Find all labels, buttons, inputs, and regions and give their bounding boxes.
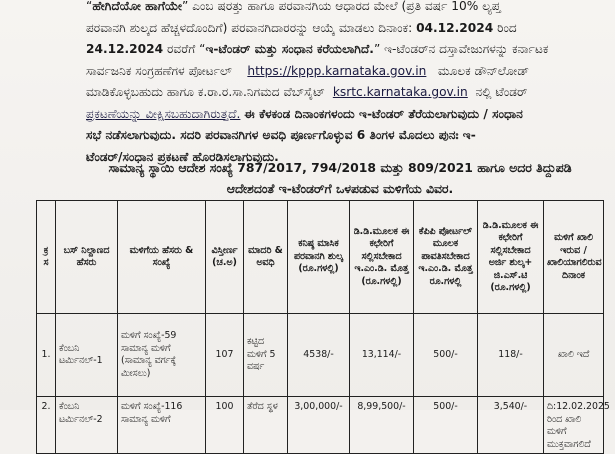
- header-shop: ಮಳಿಗೆಯ ಹೆಸರು & ಸಂಖ್ಯೆ: [118, 201, 206, 314]
- header-emd-kppp: ಕೆಪಿಪಿ ಪೋರ್ಟಲ್ ಮೂಲಕ ಪಾವತಿಸಬೇಕಾದ ಇ.ಎಂ.ಡಿ. ಮೊತ್ತ ರೂ.ಗಳಲ್ಲಿ: [414, 201, 478, 314]
- kppp-portal-link[interactable]: https://kppp.karnataka.gov.in: [247, 63, 427, 78]
- table-heading: [80, 157, 600, 199]
- heading-line-2: ಆದೇಶದಂತೆ ಇ-ಟೆಂಡರ್‌ಗೆ ಒಳಪಡುವ ಮಳಿಗೆಯ ವಿವರ.: [226, 181, 454, 196]
- heading-line-1: ಸಾಮಾನ್ಯ ಸ್ಥಾಯಿ ಆದೇಶ ಸಂಖ್ಯೆ 787/2017, 794/2018 ಮತ್ತು 809/2021 ಹಾಗೂ ಅದರ ತಿದ್ದುಪಡಿ: [108, 160, 572, 175]
- line5-text-a: ಮಾಡಿಕೊಳ್ಳಬಹುದು ಹಾಗೂ ಕ.ರಾ.ರ.ಸಾ.ನಿಗಮದ ವೆಬ್‌ಸೈಟ್: [86, 85, 326, 99]
- line3-text-c: ” ಇ-ಟೆಂಡರ್‌ನ ದಸ್ತಾವೇಜುಗಳನ್ನು ಕರ್ನಾಟಕ: [373, 42, 549, 56]
- cell-type: ಕಟ್ಟಿದ ಮಳಿಗೆ 5 ವರ್ಷ: [244, 314, 288, 397]
- cell-vacancy: ದಿ:12.02.2025 ರಿಂದ ಖಾಲಿ ಮಳಿಗೆ ಮುಕ್ತವಾಗಲಿದೆ: [544, 397, 604, 454]
- cell-type: ತೆರೆದ ಸ್ಥಳ: [244, 397, 288, 454]
- cell-fee: 4538/-: [288, 314, 350, 397]
- line6-text-b: ಈ ಕೆಳಕಂಡ ದಿನಾಂಕಗಳಂದು ಇ-ಟೆಂಡರ್ ತೆರೆಯಲಾಗುವುದು / ಸಂಧಾನ: [244, 106, 523, 121]
- table-row: [37, 397, 604, 454]
- cell-emd-kppp: 500/-: [414, 314, 478, 397]
- header-sl: ಕ್ರ ಸ: [37, 201, 56, 314]
- cell-shop: ಮಳಿಗೆ ಸಂಖ್ಯೆ-59 ಸಾಮಾನ್ಯ ಮಳಿಗೆ (ಸಾಮಾನ್ಯ ವರ್ಗಕ್ಕೆ ಮೀಸಲು): [118, 314, 206, 397]
- cell-emd-dd: 8,99,500/-: [350, 397, 414, 454]
- line2-end: ರಿಂದ: [497, 20, 517, 35]
- cell-app-fee: 3,540/-: [478, 397, 544, 454]
- paragraph-line-4: [86, 61, 591, 83]
- ksrtc-website-link[interactable]: ksrtc.karnataka.gov.in: [332, 85, 468, 99]
- cell-app-fee: 118/-: [478, 314, 544, 397]
- line8-text: ಟೆಂಡರ್/ಸಂಧಾನ ಪ್ರಕಟಣೆ ಹೊರಡಿಸಲಾಗುವುದು.: [86, 149, 279, 164]
- header-app-fee: ಡಿ.ಡಿ.ಮೂಲಕ ಈ ಕಛೇರಿಗೆ ಸಲ್ಲಿಸಬೇಕಾದ ಅರ್ಜಿ ಶುಲ್ಕ+ ಜಿ.ಎಸ್.ಟಿ (ರೂ.ಗಳಲ್ಲಿ): [478, 201, 544, 314]
- table-header-row: [37, 201, 604, 314]
- notice-paragraph: [86, 0, 591, 168]
- cell-sl: 2.: [37, 397, 56, 454]
- shop-details-table: [36, 200, 610, 454]
- cell-sl: 1.: [37, 314, 56, 397]
- paragraph-line-6: [86, 104, 591, 126]
- cell-station: ಕೆಂಬನಿ ಟರ್ಮಿನಲ್-1: [56, 314, 118, 397]
- cell-emd-kppp: 500/-: [414, 397, 478, 454]
- line4-text-a: ಸಾರ್ವಜನಿಕ ಸಂಗ್ರಹಣೆಗಳ ಪೋರ್ಟಲ್: [86, 63, 232, 78]
- cell-vacancy: ಖಾಲಿ ಇದೆ: [544, 314, 604, 397]
- cell-area: 100: [206, 397, 244, 454]
- line1-text: ” ಎಂಬ ಷರತ್ತು ಹಾಗೂ ಪರವಾನಗಿಯ ಆಧಾರದ ಮೇಲೆ (ಪ್ರತಿ ವರ್ಷ 10% ಲ್ಯಪ್ತ: [182, 0, 501, 13]
- header-emd-dd: ಡಿ.ಡಿ.ಮೂಲಕ ಈ ಕಛೇರಿಗೆ ಸಲ್ಲಿಸಬೇಕಾದ ಇ.ಎಂ.ಡಿ. ಮೊತ್ತ (ರೂ.ಗಳಲ್ಲಿ): [350, 201, 414, 314]
- paragraph-line-2: [86, 18, 591, 40]
- paragraph-line-5: [86, 82, 591, 104]
- cell-area: 107: [206, 314, 244, 397]
- line2-text: ಪರವಾನಗಿ ಶುಲ್ಕದ ಹೆಚ್ಚಳದೊಂದಿಗೆ) ಪರವಾನಗಿದಾರರನ್ನು ಆಯ್ಕೆ ಮಾಡಲು ದಿನಾಂಕ:: [86, 20, 413, 35]
- start-date: 04.12.2024: [416, 20, 494, 35]
- header-type: ಮಾದರಿ & ಅವಧಿ: [244, 201, 288, 314]
- paragraph-line-7: [86, 125, 591, 147]
- paragraph-line-3: [86, 39, 591, 61]
- header-station: ಬಸ್ ನಿಲ್ದಾಣದ ಹೆಸರು: [56, 201, 118, 314]
- line5-text-b: ನಲ್ಲಿ ಟೆಂಡರ್: [475, 85, 528, 99]
- cell-shop: ಮಳಿಗೆ ಸಂಖ್ಯೆ-116 ಸಾಮಾನ್ಯ ಮಳಿಗೆ: [118, 397, 206, 454]
- cell-emd-dd: 13,114/-: [350, 314, 414, 397]
- table-row: [37, 314, 604, 397]
- line3-text-a: ರವರೆಗೆ “: [166, 42, 206, 56]
- paragraph-line-1: “ಹೇಗಿದೆಯೋ ಹಾಗೆಯೇ” ಎಂಬ ಷರತ್ತು ಹಾಗೂ ಪರವಾನಗಿಯ ಆಧಾರದ ಮೇಲೆ (ಪ್ರತಿ ವರ್ಷ 10% ಲ್ಯಪ್ತ: [86, 0, 501, 13]
- line4-text-b: ಮೂಲಕ ಡೌನ್‌ಲೋಡ್: [438, 63, 530, 78]
- cell-station: ಕೆಂಬನಿ ಟರ್ಮಿನಲ್-2: [56, 397, 118, 454]
- cell-fee: 3,00,000/-: [288, 397, 350, 454]
- header-vacancy: ಮಳಿಗೆ ಖಾಲಿ ಇರುವ / ಖಾಲಿಯಾಗಲಿರುವ ದಿನಾಂಕ: [544, 201, 604, 314]
- line7-text: ಸಭೆ ನಡೆಸಲಾಗುವುದು. ಸದರಿ ಪರವಾನಗಿಗಳ ಅವಧಿ ಪೂರ್ಣಗೊಳ್ಳುವ 6 ತಿಂಗಳ ಮೊದಲು ಪುನಃ ಇ-: [86, 128, 476, 142]
- header-area: ವಿಸ್ತೀರ್ಣ (ಚ.ಅ): [206, 201, 244, 314]
- end-date: 24.12.2024: [86, 42, 164, 56]
- line6-text-a: ಪ್ರಕಟಣೆಯನ್ನು ವೀಕ್ಷಿಸಬಹುದಾಗಿರುತ್ತದೆ.: [86, 106, 241, 121]
- header-fee: ಕನಿಷ್ಠ ಮಾಸಿಕ ಪರವಾನಗಿ ಶುಲ್ಕ (ರೂ.ಗಳಲ್ಲಿ): [288, 201, 350, 314]
- tender-call-phrase: ಇ-ಟೆಂಡರ್ ಮತ್ತು ಸಂಧಾನ ಕರೆಯಲಾಗಿದೆ.: [205, 42, 374, 56]
- as-is-phrase: ಹೇಗಿದೆಯೋ ಹಾಗೆಯೇ: [92, 0, 182, 13]
